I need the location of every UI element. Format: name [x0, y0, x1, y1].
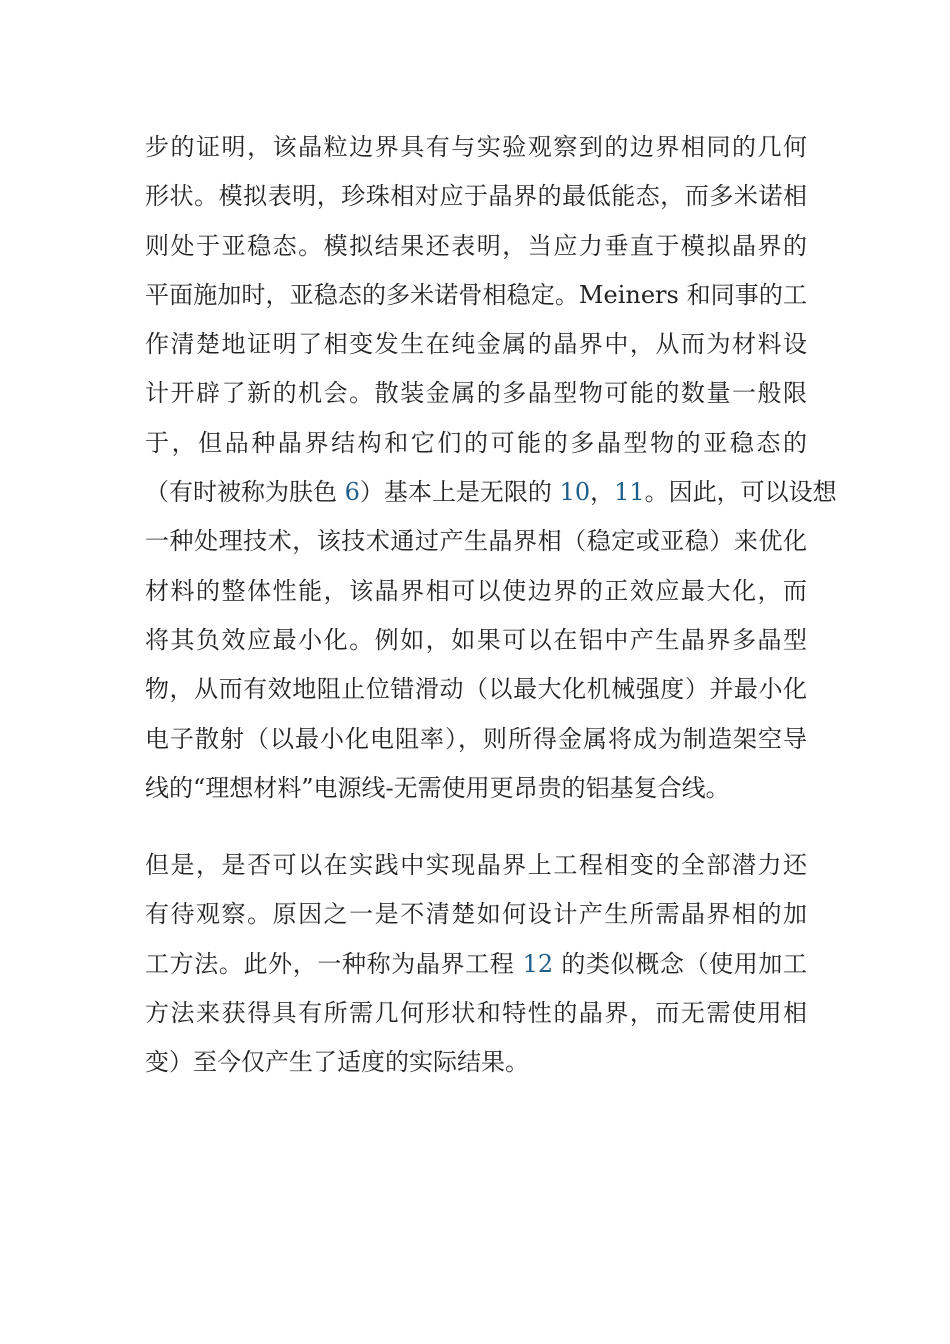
text-line [145, 419, 807, 468]
citation-link[interactable]: 10 [559, 478, 591, 507]
text-segment: ， [590, 478, 615, 507]
text-line [145, 567, 807, 616]
text-segment: 的类似概念（使用加工 [553, 949, 807, 978]
text-segment: 但是，是否可以在实践中实现晶界上工程相变的全部潜力还 [145, 851, 807, 880]
text-segment: 材料的整体性能，该晶界相可以使边界的正效应最大化，而 [145, 576, 807, 605]
text-segment: ）基本上是无限的 [359, 478, 560, 507]
text-line [145, 123, 807, 172]
text-segment: 一种处理技术，该技术通过产生晶界相（稳定或亚稳）来优化 [145, 527, 807, 556]
text-segment: 工方法。此外，一种称为晶界工程 [145, 949, 523, 978]
text-segment: 计开辟了新的机会。散装金属的多晶型物可能的数量一般限 [145, 379, 807, 408]
text-segment: （有时被称为肤色 [145, 478, 345, 507]
text-segment: 平面施加时，亚稳态的多米诺骨相稳定。Meiners 和同事的工 [145, 280, 807, 309]
text-segment: 电子散射（以最小化电阻率），则所得金属将成为制造架空导 [145, 724, 807, 753]
text-line [145, 172, 807, 221]
text-line [145, 841, 807, 890]
citation-link[interactable]: 11 [614, 478, 645, 507]
text-segment: 步的证明，该晶粒边界具有与实验观察到的边界相同的几何 [145, 133, 807, 161]
text-line [145, 369, 807, 418]
text-line [145, 715, 807, 764]
text-line [145, 764, 807, 813]
paragraph [145, 123, 837, 813]
citation-link[interactable]: 6 [344, 478, 360, 507]
text-line [145, 940, 807, 989]
text-segment: 方法来获得具有所需几何形状和特性的晶界，而无需使用相 [145, 999, 807, 1028]
text-line [145, 890, 807, 939]
text-segment: 则处于亚稳态。模拟结果还表明，当应力垂直于模拟晶界的 [145, 231, 807, 260]
text-line [145, 517, 807, 566]
text-segment: 于，但品种晶界结构和它们的可能的多晶型物的亚稳态的 [145, 428, 807, 457]
paragraph [145, 841, 807, 1087]
text-segment: 。因此，可以设想 [644, 478, 837, 507]
text-line [145, 989, 807, 1038]
text-line [145, 616, 807, 665]
text-segment: 作清楚地证明了相变发生在纯金属的晶界中，从而为材料设 [145, 330, 807, 359]
text-segment: 形状。模拟表明，珍珠相对应于晶界的最低能态，而多米诺相 [145, 182, 807, 211]
text-line [145, 222, 807, 271]
text-segment: 物，从而有效地阻止位错滑动（以最大化机械强度）并最小化 [145, 675, 807, 704]
text-segment: 线的“理想材料”电源线-无需使用更昂贵的铝基复合线。 [145, 773, 730, 802]
text-line [145, 271, 807, 320]
document-page [145, 123, 837, 1088]
citation-link[interactable]: 12 [522, 949, 554, 978]
text-line [145, 468, 837, 517]
text-line [145, 665, 807, 714]
text-line [145, 320, 807, 369]
text-segment: 将其负效应最小化。例如，如果可以在铝中产生晶界多晶型 [145, 625, 807, 654]
text-line [145, 1038, 807, 1087]
text-segment: 有待观察。原因之一是不清楚如何设计产生所需晶界相的加 [145, 900, 807, 929]
text-segment: 变）至今仅产生了适度的实际结果。 [145, 1048, 529, 1077]
